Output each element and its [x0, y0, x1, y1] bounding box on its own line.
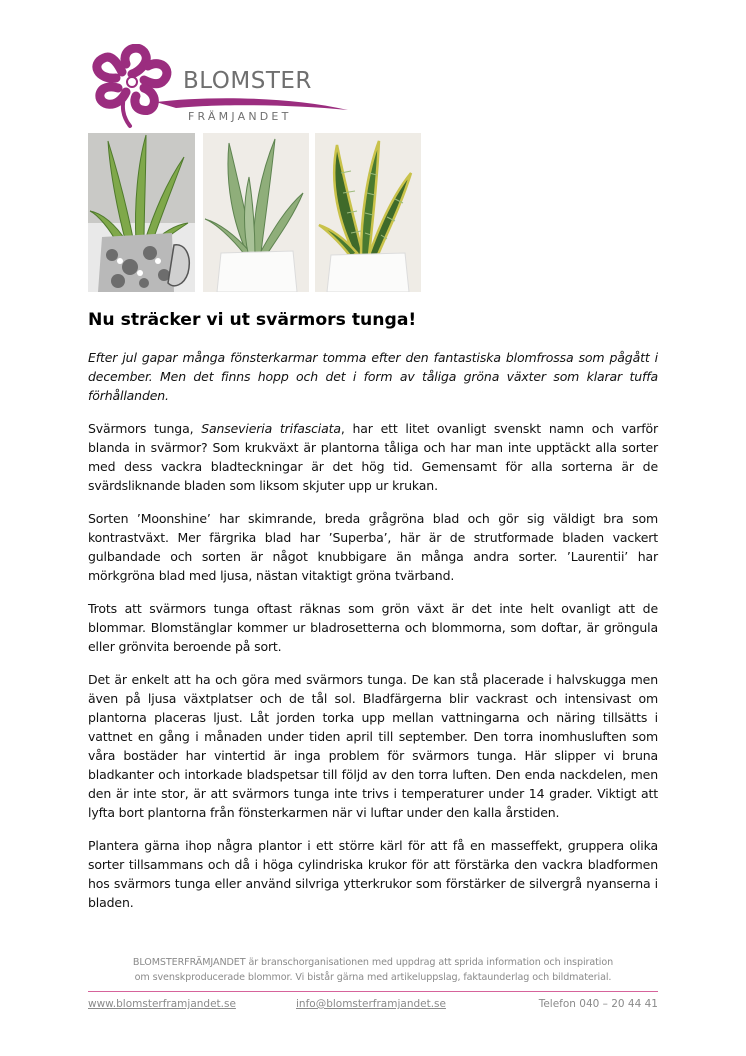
phone-number: Telefon 040 – 20 44 41: [538, 998, 658, 1010]
article-paragraph: Det är enkelt att ha och göra med svärmors tunga. De kan stå placerade i halvskugga men även på ljusa växtplatser och de tål sol. Bladfärgerna blir vackrast och intensivast om plantorna placeras ljust. Låt jorden torka upp mellan vattningarna och näring tillsätts i vattnet en gång i månaden under tiden april till september. Den torra inomhusluften som våra bostäder har vintertid är inga problem för svärmors tunga. Här slipper vi bruna bladkanter och intorkade bladspetsar till följd av den torra luften. Den enda nackdelen, men den är inte stor, är att svärmors tunga inte trivs i temperaturer under 14 grader. Viktigt att lyfta bort plantorna från fönsterkarmen när vi luftar under den kalla årstiden.: [88, 672, 658, 820]
plant-photo-moonshine-silver-pot: [88, 133, 195, 292]
email-link[interactable]: info@blomsterframjandet.se: [296, 998, 446, 1010]
article-lead: Efter jul gapar många fönsterkarmar tomma efter den fantastiska blomfrossa som pågått i december. Men det finns hopp och det i form av tåliga gröna växter som klarar tuffa förhållanden.: [88, 350, 658, 403]
article-paragraph: Trots att svärmors tunga oftast räknas som grön växt är det inte helt ovanligt att de blommar. Blomstänglar kommer ur bladrosetterna och blommorna, som doftar, är gröngula eller grönvita beroende på sort.: [88, 601, 658, 654]
plant-photo-moonshine-white-pot: [203, 133, 309, 292]
footer-note-line: BLOMSTERFRÄMJANDET är branschorganisationen med uppdrag att sprida information och inspiration: [132, 957, 614, 968]
plant-photo-icon: [88, 133, 195, 292]
plant-photo-laurentii-white-pot: [315, 133, 421, 292]
article-title: Nu sträcker vi ut svärmors tunga!: [88, 310, 417, 330]
footer-divider: [88, 991, 658, 992]
website-link[interactable]: www.blomsterframjandet.se: [88, 998, 236, 1010]
plant-photo-icon: [315, 133, 421, 292]
article-paragraph: Sorten ’Moonshine’ har skimrande, breda grågröna blad och gör sig väldigt bra som kontrastväxt. Mer färgrika blad har ’Superba’, här är de strutformade bladen vackert gulbandade och sorten är något knubbigare än många andra sorter. ’Laurentii’ har mörkgröna blad med ljusa, nästan vitaktigt gröna tvärband.: [88, 511, 658, 583]
brand-name: BLOMSTER: [183, 68, 312, 94]
article-body: [88, 348, 658, 926]
latin-name: Sansevieria trifasciata: [201, 421, 341, 436]
article-text: , har ett litet ovanligt svenskt namn och varför blanda in svärmor? Som krukväxt är plantorna tåliga och har man inte upptäckt alla sorter med dess vackra bladteckningar är det hög tid. Gemensamt för alla sorterna är de svärdsliknande bladen som liksom skjuter upp ur krukan.: [88, 421, 658, 493]
footer-note: [88, 955, 658, 985]
brand-subtitle: FRÄMJANDET: [188, 110, 292, 123]
plant-photo-icon: [203, 133, 309, 292]
article-text: Svärmors tunga,: [88, 421, 202, 436]
article-paragraph: [88, 419, 658, 495]
footer-note-line: om svenskproducerade blommor. Vi bistår gärna med artikeluppslag, faktaunderlag och bildmaterial.: [134, 972, 612, 983]
article-paragraph: Plantera gärna ihop några plantor i ett större kärl för att få en masseffekt, gruppera olika sorter tillsammans och då i höga cylindriska krukor för att förstärka den vackra bladformen hos svärmors tunga eller använd silvriga ytterkrukor som förstärker de silvergrå nyanserna i bladen.: [88, 838, 658, 910]
